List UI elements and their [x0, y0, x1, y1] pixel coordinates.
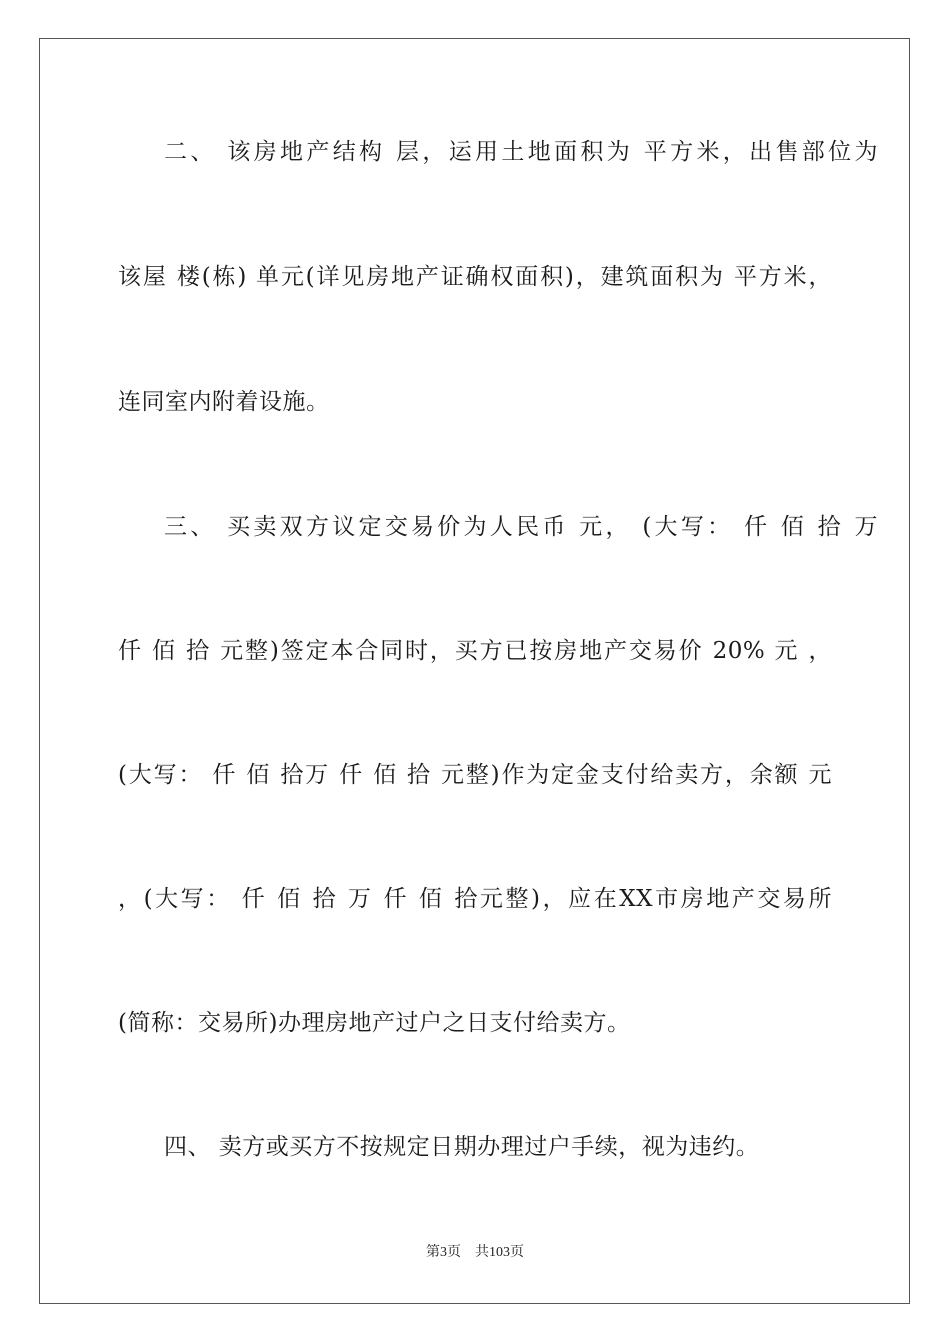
page-number: 第3页: [426, 1245, 461, 1260]
clause-3-line-3: (大写： 仟 佰 拾万 仟 佰 拾 元整)作为定金支付给卖方，余额 元: [118, 762, 832, 788]
page-total: 共103页: [475, 1245, 524, 1260]
clause-4-line-1: 四、 卖方或买方不按规定日期办理过户手续，视为违约。: [164, 1134, 760, 1160]
clause-2-line-1: 二、 该房地产结构 层，运用土地面积为 平方米，出售部位为: [164, 139, 878, 165]
clause-3-line-4: ，(大写： 仟 佰 拾 万 仟 佰 拾元整)，应在XX市房地产交易所: [118, 886, 832, 912]
page-footer: [0, 1244, 950, 1262]
clause-3-line-1: 三、 买卖双方议定交易价为人民币 元， (大写： 仟 佰 拾 万: [164, 514, 878, 540]
page-border: [39, 38, 910, 1304]
clause-3-line-2: 仟 佰 拾 元整)签定本合同时，买方已按房地产交易价 20% 元 ，: [118, 638, 832, 664]
clause-3-line-5: (简称：交易所)办理房地产过户之日支付给卖方。: [118, 1010, 631, 1036]
clause-2-line-3: 连同室内附着设施。: [118, 389, 330, 415]
clause-2-line-2: 该屋 楼(栋) 单元(详见房地产证确权面积)，建筑面积为 平方米，: [118, 264, 832, 290]
